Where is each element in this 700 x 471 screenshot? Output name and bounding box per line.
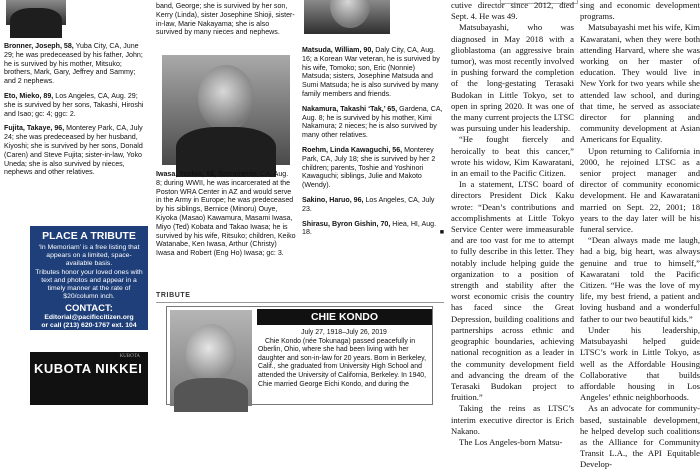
obituary-name: Bronner, Joseph, 58, xyxy=(4,42,74,50)
article-paragraph: As an advocate for community-based, sustainable development, he helped develop such coalitions as the Alliance for Community Transit L.A., the API Equitable Develop- xyxy=(580,403,700,470)
obituary-name: Sakino, Haruo, 96, xyxy=(302,195,364,204)
tribute-rule xyxy=(156,302,444,303)
article-paragraph: “He fought fiercely and heroically to beat this cancer,” wrote his widow, Kim Kawaratani, in an email to the Pacific Citizen. xyxy=(451,134,574,179)
end-mark: ■ xyxy=(439,228,444,237)
article-paragraph: Under his leadership, Matsubayashi helped guide LTSC’s work in Little Tokyo, as well as the Affordable Housing Collaborative that builds affordable housing in Los Angeles’ ethnic neighborhoods. xyxy=(580,324,700,403)
ad-small-label: KUBOTA xyxy=(119,354,140,359)
obituary-photo xyxy=(162,55,290,165)
article-paragraph: Matsubayashi met his wife, Kim Kawaratani, when they were both attending Harvard, where she was working on her master of education. They would live in New York for two years while she attended law school, and during that time, he served as associate director for planning and community development at Asian Americans for Equality. xyxy=(580,22,700,145)
contact-phone: or call (213) 620-1767 ext. 104 xyxy=(41,321,137,329)
obituary-name: Shirasu, Byron Gishin, 70, xyxy=(302,219,391,228)
obituary-entry xyxy=(302,220,444,238)
obituary-name: Nakamura, Takashi ‘Tak,’ 65, xyxy=(302,104,398,113)
tribute-body: Chie Kondo (née Tokunaga) passed peacefully in Oberlin, Ohio, where she had been living with her daughter and son-in-law for 20 years. Born in Berkeley, Calif., she graduated from University High School and attended the University of California, Berkeley. In 1940, Chie married George Eichi Kondo, and during the xyxy=(258,337,427,388)
obituary-text: Los Angeles, CA, Aug. 29; she is survived by her sons, Takashi, Hiroshi and Isao; gc: 4; ggc: 2. xyxy=(4,91,144,118)
obituary-text: Monterey Park, CA, July 24; she was predeceased by her husband, Kiyoshi; she is survived by her sons, Donald (Caren) and Steve Fujita; sister-in-law, Yoko Uneda; she is also survived by nieces, nephews and other relatives. xyxy=(4,124,143,177)
article-paragraph: Taking the reins as LTSC’s interim executive director is Erich Nakano. xyxy=(451,403,574,436)
place-tribute-rates: Tributes honor your loved ones with text and photos and appear in a timely manner at the rate of $20/column inch. xyxy=(35,268,143,301)
obituary-entry xyxy=(4,42,146,86)
article-paragraph: The Los Angeles-born Matsu- xyxy=(459,436,563,447)
obituary-entry xyxy=(4,124,146,177)
article-text: sing and economic development programs. xyxy=(580,0,700,22)
article-paragraph: In a statement, LTSC board of directors President Dick Kaku wrote: “Dean’s contributions and accomplishments at Little Tokyo Service Center were immeasurable and are too vast for me to attempt to fully describe in this letter. They notably include helping guide the organization to a position of strength and stability after the worst economic crisis the country has faced since the Great Depression, building coalitions and partnerships across ethnic and geographic boundaries, achieving national recognition as a leader in the community development field and advancing the dream of the Terasaki Budokan project to fruition.” xyxy=(451,179,574,403)
obituary-name: Fujita, Takaye, 96, xyxy=(4,124,65,133)
obituary-entry xyxy=(302,46,444,99)
place-tribute-box xyxy=(30,226,148,330)
place-tribute-title: PLACE A TRIBUTE xyxy=(42,230,136,242)
obituary-text: Sacramento, CA, Aug. 8; during WWII, he was incarcerated at the Poston WRA Center in AZ and would serve in the Army in Europe; he was predeceased by his siblings, Bernice (Minoru) Ouye, Kiyoka (Masao) Kawamura, Masami Iwasa, Miyo (Ted) Kobata and Takao Iwasa; he is survived by his wife, Ritsuko; children, Keiko Watanabe, Ken Iwasa, Arthur (Christy) Iwasa and Robert (Eng Ho) Iwasa; gc: 3. xyxy=(156,170,296,258)
obituary-entry xyxy=(302,196,444,214)
tribute-text xyxy=(258,329,430,389)
article-column-2 xyxy=(580,0,700,470)
tribute-header: TRIBUTE xyxy=(156,292,191,299)
obituary-name: Iwasa, Yoshio, 92, xyxy=(156,170,217,178)
obituary-text: Los Angeles, CA, July 23. xyxy=(302,195,435,213)
obituary-name: Roehm, Linda Kawaguchi, 56, xyxy=(302,145,403,154)
obituary-column-1 xyxy=(0,0,148,405)
kubota-nikkei-ad[interactable] xyxy=(30,352,148,405)
obituary-photo xyxy=(304,0,390,34)
obituary-entry xyxy=(156,170,296,258)
obituary-name: Matsuda, William, 90, xyxy=(302,46,374,54)
obituary-entry xyxy=(302,146,444,190)
article-paragraph: Upon returning to California in 2000, he rejoined LTSC as a senior project manager and director of community economic development. He and Kawaratani married on Sept. 22, 2001; 18 years to the day later will be his funeral service. xyxy=(580,145,700,235)
ad-title: KUBOTA NIKKEI xyxy=(34,361,143,376)
obituary-name: Eto, Mieko, 89, xyxy=(4,91,54,100)
tribute-name: CHIE KONDO xyxy=(257,309,432,325)
obituary-entry xyxy=(4,92,146,118)
obituary-text: Daly City, CA, Aug. 16; a Korean War veteran, he is survived by his wife, Tomoko; son, Eric (Nonnie) Matsuda; sisters, Josephine Matsuda and Sumi Matsuda; he is also survived by many family members and friends. xyxy=(302,46,440,98)
obituary-text: Monterey Park, CA, July 18; she is survived by her 2 children; parents, Toshie and Yoshinori Kawaguchi; siblings, Julie and Makoto (Wendy). xyxy=(302,145,436,190)
contact-email[interactable]: Editorial@pacificcitizen.org xyxy=(44,313,134,321)
obituary-text: Gardena, CA, Aug. 8; he is survived by his mother, Kimi Nakamura; 2 nieces; he is also survived by many other relatives. xyxy=(302,104,443,140)
article-paragraph: “Dean always made me laugh, had a big, big heart, was always genuine and true to himself,” Kawaratani told the Pacific Citizen. “He was the love of my life, my best friend, a patient and loving husband and a wonderful father to our two beautiful kids.” xyxy=(580,235,700,324)
tribute-photo xyxy=(170,310,252,406)
article-column-1 xyxy=(451,0,574,447)
obituary-photo xyxy=(6,0,66,25)
obituary-column-3 xyxy=(302,0,444,285)
tribute-dates: July 27, 1918–July 26, 2019 xyxy=(301,329,387,336)
obituary-text: Yuba City, CA, June 29; he was predeceased by his father, John; he is survived by his mother, Mitsuko; brothers, Mark, Gary, Jeffrey and Sammy; and 2 nephews. xyxy=(4,42,143,86)
obituary-continued: band, George; she is survived by her son, Kerry (Linda), sister Josephine Shioji, sister-in-law, Marie Nakayama; she is also survived by many nieces and nephews. xyxy=(156,2,295,37)
obituary-entry xyxy=(302,105,444,140)
article-text: cutive director since 2012, died Sept. 4. He was 49. xyxy=(451,0,574,22)
obituary-text: Hiea, HI, Aug. 18. xyxy=(302,219,437,237)
tribute-box xyxy=(166,306,433,405)
place-tribute-info: ‘In Memoriam’ is a free listing that appears on a limited, space-available basis. xyxy=(38,244,140,268)
article-paragraph: Matsubayashi, who was diagnosed in May 2018 with a glioblastoma (an aggressive brain tumor), was most recently involved in pushing forward the completion of the long-gestating Terasaki Budokan in Little Tokyo, set to open in spring 2020. It was one of the many current projects the LTSC was pursuing under his leadership. xyxy=(451,22,574,134)
contact-title: CONTACT: xyxy=(65,303,113,315)
